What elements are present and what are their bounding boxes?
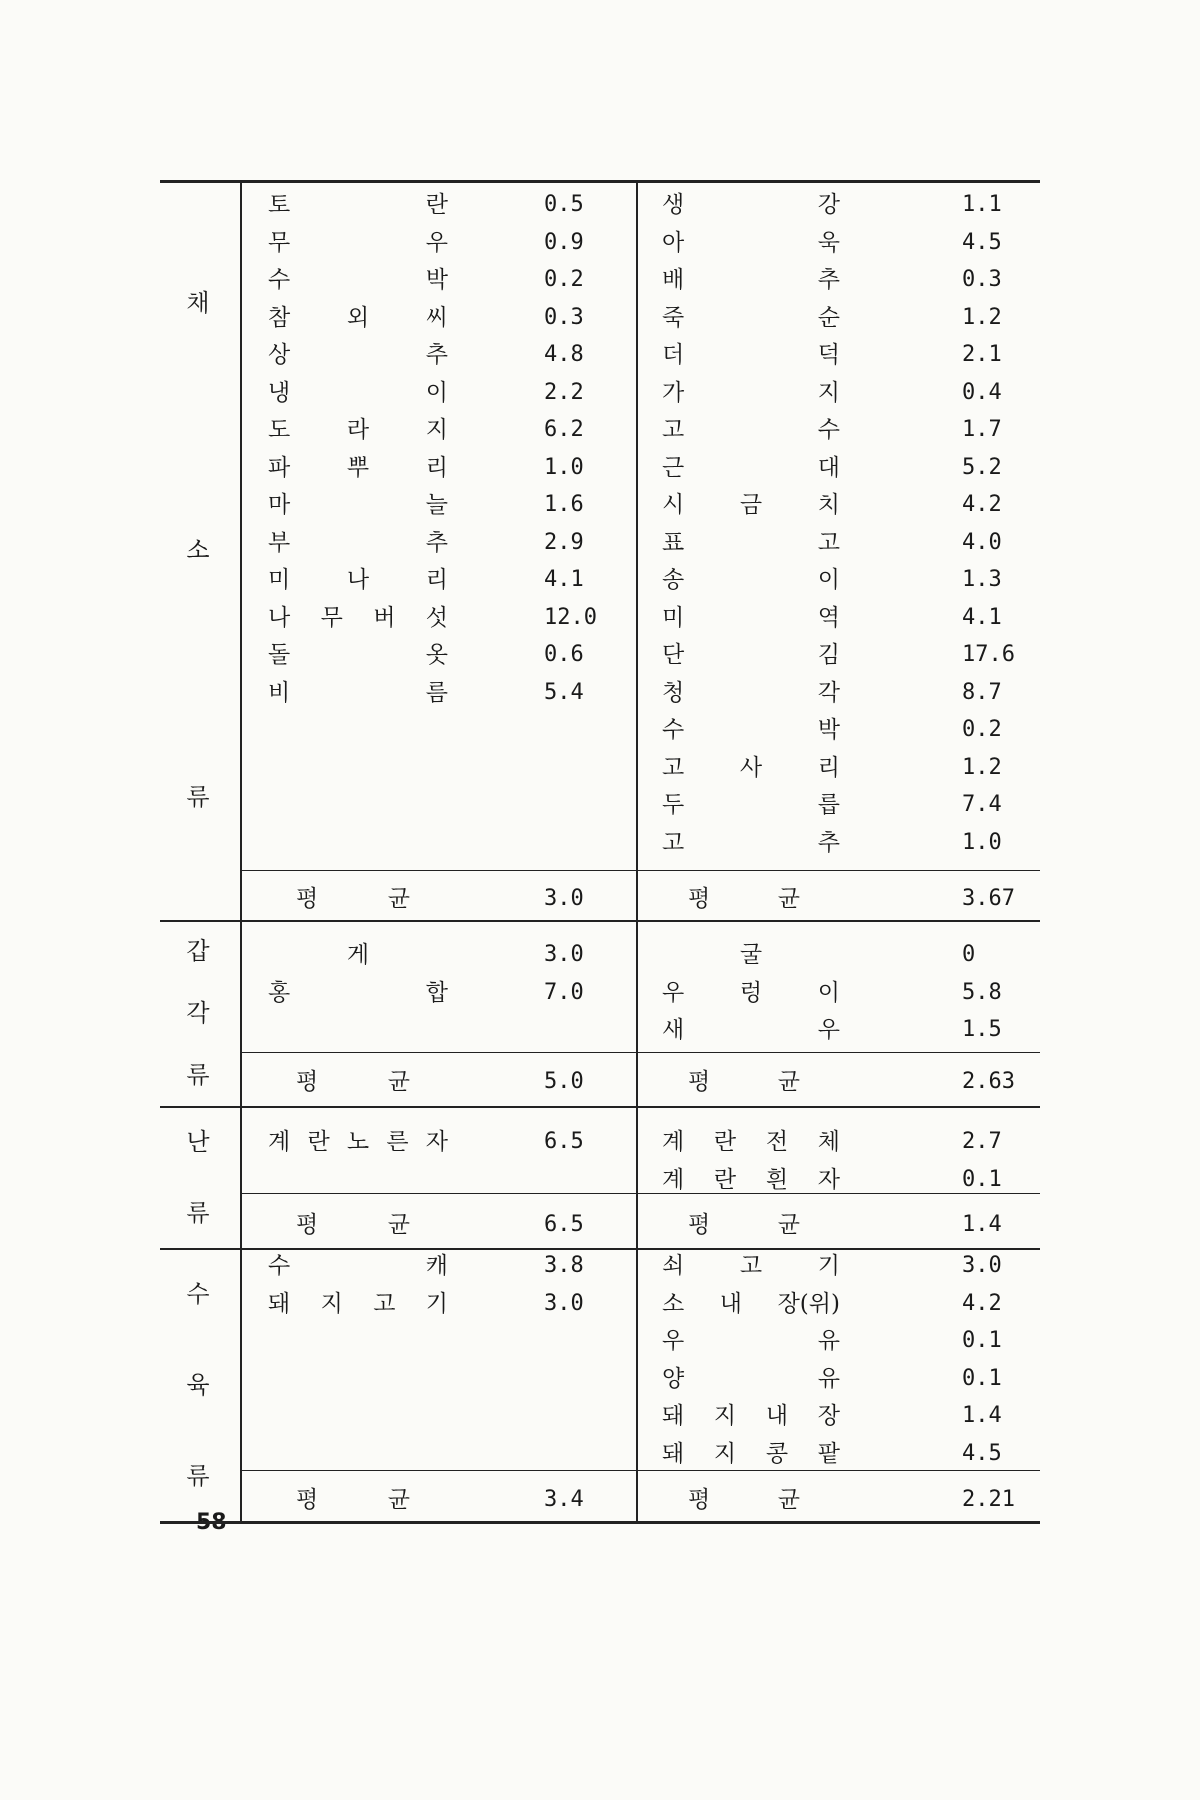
item-name-char: 체: [817, 1129, 840, 1155]
item-name-char: 균: [777, 1212, 800, 1238]
right-item-name: [662, 1124, 840, 1160]
item-name-char: 박: [425, 267, 448, 293]
item-name-char: 추: [817, 829, 840, 856]
right-item-name: [662, 412, 840, 448]
right-average-value: 1.4: [962, 1212, 1002, 1237]
item-name-char: 쇠: [662, 1253, 685, 1279]
item-name-char: 고: [662, 829, 685, 856]
left-item-value: 5.4: [544, 679, 584, 705]
item-name-char: 청: [662, 679, 685, 706]
right-item-name: [662, 1286, 840, 1322]
item-name-char: 우: [662, 979, 685, 1006]
section-bottom-rule: [160, 920, 1040, 922]
category-char: 류: [186, 1198, 210, 1227]
right-average-label: [688, 881, 800, 917]
item-name-char: 각: [817, 679, 840, 706]
item-name-char: 내: [719, 1290, 743, 1317]
right-item-value: 4.5: [962, 229, 1002, 255]
right-average-value: 2.63: [962, 1069, 1015, 1094]
left-item-name: [268, 637, 448, 673]
right-item-value: 4.1: [962, 604, 1002, 630]
item-name-char: 캐: [425, 1253, 448, 1279]
left-average-label: [296, 881, 410, 917]
item-name-char: 박: [817, 717, 840, 743]
left-item-name: [268, 562, 448, 598]
item-name-char: 대: [817, 454, 840, 481]
item-name-char: 계: [662, 1129, 685, 1155]
item-name-char: 욱: [817, 229, 840, 256]
item-name-char: 무: [320, 604, 343, 631]
item-name-char: 덕: [817, 342, 840, 368]
item-name-char: 이: [425, 379, 448, 406]
left-item-name: [268, 1248, 448, 1284]
right-item-name: [662, 262, 840, 298]
item-name-char: 렁: [739, 979, 763, 1006]
item-name-char: 평: [296, 1212, 319, 1238]
item-name-char: 균: [777, 886, 800, 912]
left-item-value: 4.1: [544, 567, 584, 592]
left-average-label: [296, 1207, 410, 1243]
right-item-name: [662, 1248, 840, 1284]
item-name-char: 지: [425, 417, 448, 443]
right-item-value: 1.5: [962, 1017, 1002, 1042]
left-item-value: 3.8: [544, 1253, 584, 1278]
right-item-name: [662, 562, 840, 598]
item-name-char: 역: [817, 604, 840, 631]
item-name-char: 고: [739, 1253, 763, 1279]
left-item-name: [268, 450, 448, 486]
item-name-char: 비: [268, 679, 291, 706]
left-item-value: 1.0: [544, 454, 584, 480]
left-item-name: [268, 675, 448, 711]
right-item-value: 0: [962, 942, 976, 967]
item-name-char: 름: [425, 679, 448, 706]
right-item-value: 0.3: [962, 267, 1002, 292]
item-name-char: 수: [817, 417, 840, 443]
left-item-name: [268, 262, 448, 298]
left-item-name: [268, 1124, 448, 1160]
item-name-char: 이: [817, 567, 840, 593]
right-item-name: [662, 375, 840, 411]
right-item-name: [662, 825, 840, 861]
item-name-char: 장(위): [777, 1290, 840, 1317]
item-name-char: 균: [777, 1487, 800, 1513]
item-name-char: 콩: [765, 1440, 789, 1467]
left-average-value: 3.0: [544, 886, 584, 911]
average-separator: [240, 870, 1040, 871]
right-item-value: 0.1: [962, 1365, 1002, 1391]
item-name-char: 른: [386, 1129, 409, 1155]
item-name-char: 지: [713, 1440, 737, 1467]
right-item-value: 1.3: [962, 567, 1002, 592]
right-item-name: [662, 637, 840, 673]
item-name-char: 상: [268, 342, 291, 368]
item-name-char: 냉: [268, 379, 291, 406]
item-name-char: 무: [268, 229, 291, 256]
item-name-char: 고: [662, 417, 685, 443]
right-item-value: 2.1: [962, 342, 1002, 367]
left-item-value: 0.5: [544, 192, 584, 217]
item-name-char: 균: [387, 886, 410, 912]
right-item-name: [662, 787, 840, 823]
item-name-char: 옷: [425, 642, 448, 668]
right-item-value: 4.5: [962, 1440, 1002, 1466]
left-average-label: [296, 1482, 410, 1518]
item-name-char: 굴: [739, 942, 763, 968]
item-name-char: 란: [425, 192, 448, 218]
left-item-name: [268, 187, 448, 223]
average-separator: [240, 1052, 1040, 1053]
right-item-value: 1.1: [962, 192, 1002, 217]
left-item-value: 0.6: [544, 642, 584, 667]
item-name-char: 내: [765, 1403, 789, 1429]
item-name-char: 죽: [662, 304, 685, 331]
item-name-char: 지: [817, 379, 840, 406]
item-name-char: 자: [817, 1166, 840, 1193]
left-item-value: 7.0: [544, 979, 584, 1005]
item-name-char: 미: [268, 567, 291, 593]
category-divider: [240, 920, 242, 1106]
left-item-value: 3.0: [544, 1290, 584, 1316]
item-name-char: 균: [387, 1487, 410, 1513]
right-item-value: 4.2: [962, 492, 1002, 517]
item-name-char: 자: [425, 1129, 448, 1155]
item-name-char: 수: [268, 267, 291, 293]
right-item-name: [662, 1162, 840, 1198]
item-name-char: 근: [662, 454, 685, 481]
item-name-char: 평: [296, 886, 319, 912]
category-char: 육: [186, 1370, 210, 1399]
category-char: 각: [186, 999, 210, 1027]
item-name-char: 사: [739, 754, 763, 781]
right-item-name: [662, 300, 840, 336]
item-name-char: 뿌: [346, 454, 370, 481]
left-item-name: [268, 937, 448, 973]
average-separator: [240, 1193, 1040, 1194]
right-item-value: 5.8: [962, 979, 1002, 1005]
item-name-char: 미: [662, 604, 685, 631]
right-item-name: [662, 712, 840, 748]
category-char: 소: [186, 536, 210, 564]
section-bottom-rule: [160, 1521, 1040, 1524]
right-item-value: 17.6: [962, 642, 1015, 667]
right-average-label: [688, 1207, 800, 1243]
item-name-char: 홍: [268, 979, 291, 1006]
item-name-char: 더: [662, 342, 685, 368]
item-name-char: 씨: [425, 304, 448, 331]
item-name-char: 계: [662, 1166, 685, 1193]
item-name-char: 도: [268, 417, 291, 443]
item-name-char: 추: [425, 342, 448, 368]
item-name-char: 늘: [425, 492, 448, 518]
item-name-char: 추: [817, 267, 840, 293]
item-name-char: 추: [425, 529, 448, 556]
right-item-value: 1.7: [962, 417, 1002, 442]
item-name-char: 표: [662, 529, 685, 556]
item-name-char: 우: [662, 1328, 685, 1354]
right-item-value: 3.0: [962, 1253, 1002, 1278]
left-item-value: 12.0: [544, 604, 597, 630]
item-name-char: 노: [346, 1129, 370, 1155]
right-item-name: [662, 487, 840, 523]
left-item-name: [268, 525, 448, 561]
left-item-value: 0.2: [544, 267, 584, 292]
item-name-char: 란: [713, 1129, 737, 1155]
item-name-char: 균: [777, 1069, 800, 1095]
item-name-char: 돌: [268, 642, 291, 668]
item-name-char: 라: [346, 417, 370, 443]
item-name-char: 란: [713, 1166, 737, 1193]
item-name-char: 김: [817, 642, 840, 668]
right-item-value: 1.0: [962, 829, 1002, 855]
right-item-value: 5.2: [962, 454, 1002, 480]
right-item-value: 0.1: [962, 1166, 1002, 1192]
item-name-char: 돼: [662, 1440, 685, 1467]
item-name-char: 새: [662, 1017, 685, 1043]
left-item-value: 0.3: [544, 304, 584, 330]
left-average-value: 3.4: [544, 1487, 584, 1512]
right-item-name: [662, 337, 840, 373]
item-name-char: 고: [373, 1290, 396, 1317]
item-name-char: 고: [662, 754, 685, 781]
item-name-char: 부: [268, 529, 291, 556]
item-name-char: 송: [662, 567, 685, 593]
item-name-char: 두: [662, 792, 685, 818]
right-item-name: [662, 937, 840, 973]
item-name-char: 버: [373, 604, 396, 631]
right-average-value: 2.21: [962, 1487, 1015, 1512]
right-average-label: [688, 1064, 800, 1100]
item-name-char: 평: [296, 1069, 319, 1095]
right-item-name: [662, 1398, 840, 1434]
item-name-char: 리: [817, 754, 840, 781]
item-name-char: 리: [425, 454, 448, 481]
item-name-char: 돼: [662, 1403, 685, 1429]
page-number: 58: [196, 1510, 227, 1535]
item-name-char: 란: [307, 1129, 330, 1155]
item-name-char: 금: [739, 492, 763, 518]
right-item-name: [662, 1012, 840, 1048]
category-char: 갑: [186, 937, 210, 965]
item-name-char: 토: [268, 192, 291, 218]
item-name-char: 나: [268, 604, 291, 631]
left-item-name: [268, 975, 448, 1011]
category-divider: [240, 1248, 242, 1521]
item-name-char: 고: [817, 529, 840, 556]
right-item-value: 1.2: [962, 304, 1002, 330]
right-item-value: 2.7: [962, 1129, 1002, 1154]
left-average-value: 6.5: [544, 1212, 584, 1237]
item-name-char: 수: [268, 1253, 291, 1279]
left-item-value: 3.0: [544, 942, 584, 967]
item-name-char: 시: [662, 492, 685, 518]
item-name-char: 단: [662, 642, 685, 668]
right-item-name: [662, 1323, 840, 1359]
item-name-char: 순: [817, 304, 840, 331]
item-name-char: 참: [268, 304, 291, 331]
left-item-value: 1.6: [544, 492, 584, 517]
item-name-char: 게: [346, 942, 370, 968]
item-name-char: 마: [268, 492, 291, 518]
item-name-char: 흰: [765, 1166, 789, 1193]
item-name-char: 생: [662, 192, 685, 218]
item-name-char: 섯: [425, 604, 448, 631]
right-average-label: [688, 1482, 800, 1518]
left-item-value: 6.2: [544, 417, 584, 442]
item-name-char: 돼: [268, 1290, 291, 1317]
category-char: 수: [186, 1279, 210, 1308]
right-item-name: [662, 450, 840, 486]
category-char: 난: [186, 1127, 210, 1156]
right-item-name: [662, 600, 840, 636]
item-name-char: 우: [425, 229, 448, 256]
left-item-name: [268, 600, 448, 636]
left-item-name: [268, 300, 448, 336]
left-item-name: [268, 375, 448, 411]
item-name-char: 기: [425, 1290, 448, 1317]
right-item-name: [662, 675, 840, 711]
column-divider: [636, 1248, 638, 1521]
right-item-value: 0.4: [962, 379, 1002, 405]
item-name-char: 강: [817, 192, 840, 218]
left-average-label: [296, 1064, 410, 1100]
category-char: 류: [186, 782, 210, 811]
right-item-value: 7.4: [962, 792, 1002, 817]
left-item-value: 6.5: [544, 1129, 584, 1154]
left-item-value: 2.9: [544, 529, 584, 555]
item-name-char: 외: [346, 304, 370, 331]
item-name-char: 평: [688, 1069, 711, 1095]
item-name-char: 유: [817, 1365, 840, 1392]
left-item-name: [268, 412, 448, 448]
left-item-value: 4.8: [544, 342, 584, 367]
item-name-char: 이: [817, 979, 840, 1006]
item-name-char: 장: [817, 1403, 840, 1429]
item-name-char: 계: [268, 1129, 291, 1155]
item-name-char: 배: [662, 267, 685, 293]
section-bottom-rule: [160, 1106, 1040, 1108]
right-item-value: 4.2: [962, 1290, 1002, 1316]
right-item-value: 1.4: [962, 1403, 1002, 1428]
right-item-name: [662, 525, 840, 561]
category-divider: [240, 1106, 242, 1248]
item-name-char: 아: [662, 229, 685, 256]
item-name-char: 소: [662, 1290, 685, 1317]
right-item-name: [662, 1436, 840, 1472]
left-item-name: [268, 1286, 448, 1322]
category-char: 류: [186, 1461, 210, 1490]
item-name-char: 수: [662, 717, 685, 743]
average-separator: [240, 1470, 1040, 1471]
left-item-value: 2.2: [544, 379, 584, 405]
item-name-char: 전: [765, 1129, 789, 1155]
right-item-name: [662, 975, 840, 1011]
right-item-value: 4.0: [962, 529, 1002, 555]
right-item-value: 1.2: [962, 754, 1002, 780]
right-item-value: 8.7: [962, 679, 1002, 705]
right-average-value: 3.67: [962, 886, 1015, 911]
right-item-name: [662, 750, 840, 786]
item-name-char: 기: [817, 1253, 840, 1279]
left-item-name: [268, 337, 448, 373]
category-char: 채: [186, 289, 210, 318]
item-name-char: 릅: [817, 792, 840, 818]
item-name-char: 양: [662, 1365, 685, 1392]
category-divider: [240, 180, 242, 920]
item-name-char: 평: [688, 1487, 711, 1513]
right-item-name: [662, 187, 840, 223]
item-name-char: 가: [662, 379, 685, 406]
left-item-name: [268, 225, 448, 261]
item-name-char: 우: [817, 1017, 840, 1043]
right-item-name: [662, 1361, 840, 1397]
item-name-char: 지: [713, 1403, 737, 1429]
category-char: 류: [186, 1061, 210, 1089]
item-name-char: 평: [296, 1487, 319, 1513]
item-name-char: 합: [425, 979, 448, 1006]
right-item-value: 0.1: [962, 1328, 1002, 1353]
column-divider: [636, 920, 638, 1106]
right-item-name: [662, 225, 840, 261]
table-top-rule: [160, 180, 1040, 183]
item-name-char: 평: [688, 886, 711, 912]
item-name-char: 균: [387, 1212, 410, 1238]
item-name-char: 평: [688, 1212, 711, 1238]
item-name-char: 균: [387, 1069, 410, 1095]
left-item-name: [268, 487, 448, 523]
left-average-value: 5.0: [544, 1069, 584, 1094]
item-name-char: 팥: [817, 1440, 840, 1467]
item-name-char: 치: [817, 492, 840, 518]
item-name-char: 유: [817, 1328, 840, 1354]
item-name-char: 나: [346, 567, 370, 593]
column-divider: [636, 1106, 638, 1248]
item-name-char: 리: [425, 567, 448, 593]
right-item-value: 0.2: [962, 717, 1002, 742]
item-name-char: 파: [268, 454, 291, 481]
left-item-value: 0.9: [544, 229, 584, 255]
column-divider: [636, 180, 638, 920]
item-name-char: 지: [320, 1290, 343, 1317]
